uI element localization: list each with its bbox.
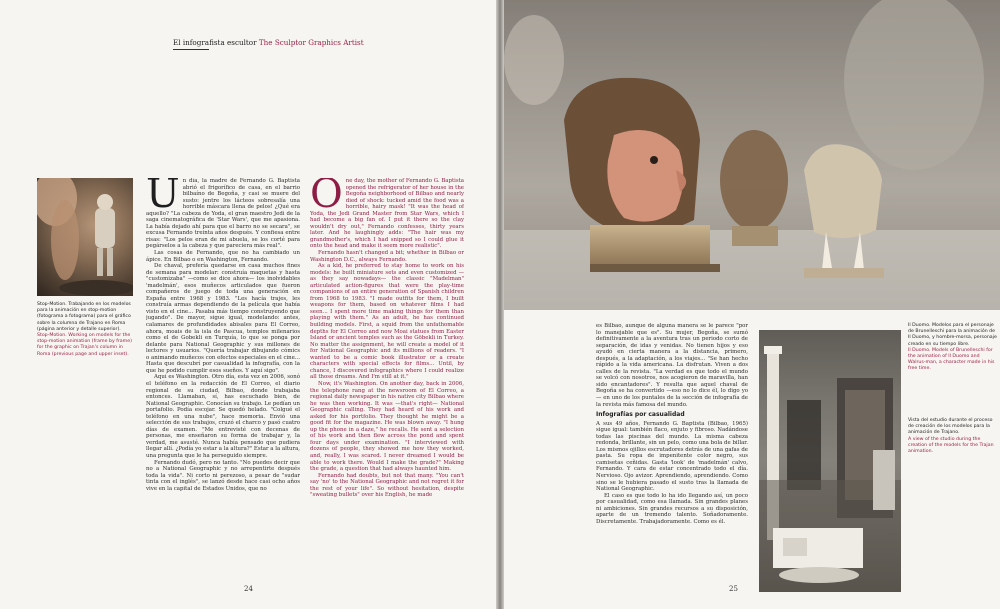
column-es-left (146, 178, 300, 578)
sculptures-photo-art (504, 0, 1000, 310)
para: Fernando dudó, pero no tanto. "No puedes decir que no a National Geographic y no arrepentirte después toda la vida". Ni corto ni perezoso, a pesar de "sudar tinta con el inglés", se lanzó desde hace casi ocho años vive en la capital de Estados Unidos, que no (146, 459, 300, 492)
page-header (173, 38, 364, 47)
para: A sus 49 años, Fernando G. Baptista (Bilbao, 1965) sigue igual: también flaco, enjuto y fibroso. Nadándose todas las piscinas del mundo. La misma cabeza redonda, brillante, sin un pelo, como una bola de billar. Los mismos ojillos escrutadores detrás de una gafas de pasta. Su ropa de impenitente color negro, sus camisetas ceñidas. Gasta 'look' de 'madelmán' calvo, Fernando. Y cara de estar concentrado todo el día. Nervioso. Ojo avizor. Aprendiendo, aprendiendo. Como sino se le hubiera pasado el susto tras la llamada de National Geographic. (596, 420, 748, 493)
column-es-right (596, 323, 748, 588)
header-en: The Sculptor Graphics Artist (258, 38, 364, 47)
studio-photo-art (759, 330, 901, 592)
stop-motion-photo (37, 178, 133, 296)
duomo-caption (908, 323, 998, 373)
right-page (504, 0, 1000, 609)
para: As a kid, he preferred to stay home to work on his models: he built miniature sets and even customized —as they say nowadays— the classic "Madelman" articulated action-figures that were the play-time companions of an entire generation of Spanish children from 1968 to 1983. "I made outfits for them, I built weapons for them, based on whatever films I had seen... I spent more time making things for them than playing with them." As an adult, he has continued building models. First, a squid from the unfathomable depths for El Correo and now Moai statues from Easter Island or ancient temples such as the Göbekli in Turkey. No matter the assignment, he will create a model of it for National Geographic and its millions of readers. "I wanted to be a comic book illustrator or a create characters with special effects for films... Until, by chance, I discovered infographics where I could realize all those dreams. And I'm still at it." (310, 263, 464, 381)
drop-cap: O (310, 178, 343, 217)
para: El caso es que todo lo ha ido llegando así, un poco por casualidad, como esa llamada. Sin grandes planes ni ambiciones. Sin grandes recursos a su disposición, aparte de un tremendo talento. Soñadoramente. Discretamente. Trabajadoramente. Como es él. (596, 492, 748, 525)
para: Las cosas de Fernando, que no ha cambiado un ápice. En Bilbao o en Washington, Fernando. (146, 250, 300, 263)
page-number-left: 24 (244, 585, 253, 593)
para: Now, it's Washington. On another day, back in 2006, the telephone rang at the newsroom of El Correo, a regional daily newspaper in his native city Bilbao where he was then working. It was —that's right— National Geographic calling. They had heard of his work and asked for his portfolio. They thought he might be a good fit for the magazine. He was blown away. "I hung up the phone in a daze," he recalls. He sent a selection of his work and then flew across the pond and spent four days under examination. "I interviewed with dozens of people, they showed me how they worked, and, really, I was scared. I never dreamed I would be able to work there. Would I make the grade?" Making the grade, a question that had always haunted him. (310, 380, 464, 473)
sculptures-photo (504, 0, 1000, 310)
studio-caption-en: A view of the studio during the creation of the models for the Trajan animation. (908, 436, 994, 455)
page-number-right: 25 (729, 585, 738, 593)
para: Aquí es Washington. Otro día, esta vez en 2006, sonó el teléfono en la redacción de El Correo, el diario regional de su ciudad, Bilbao, donde trabajaba entonces. Llamaban, sí, has escuchado bien, de National Geographic. Conocían su trabajo. Le pedían un portafolio. Podía escojar. Se quedó helado. "Colgué el teléfono en una nube", hace memoria. Envió una selección de sus trabajos, cruzó el charco y pasó cuatro días de examen. "Me entrevisté con decenas de personas, me enseñaron su forma de trabajar y, la verdad, me asusté. Nunca había pensado que pudiera llegar allí. ¿Podía yo estar a la altura?" Estar a la altura, una pregunta que le ha perseguido siempre. (146, 374, 300, 459)
studio-caption-es: Vista del estudio durante el proceso de creación de los modelos para la animación de Trajano. (908, 418, 993, 436)
section-heading: Infografías por casualidad (596, 411, 685, 419)
para: es Bilbao, aunque de alguna manera se le parece "por lo manejable que es". Su mujer, Begoña, se sumó definitivamente a la aventura tras un periodo corto de separación, de idas y venidas. No tienen hijos y eso ayudó en cierta manera a la distancia, primero, después, a la adaptación, a los viajes... "Se han hecho rápido a la vida americana. La disfrutan. Viven a dos calles de la revista. "La verdad es que todo el mundo se volcó con nosotros, nos acogieron de maravilla, han sido encantadores". Y resulta que aquel chaval de Begoña se ha convertido —eso no lo dice él, lo digo yo— en uno de los puntales de la sección de infografía de la revista más famosa del mundo. (596, 323, 748, 408)
left-caption-es: Stop-Motion. Trabajando en los modelos para la animación en stop-motion (fotograma a fotograma) para el gráfico sobre la columna de Trajano en Roma (página anterior y detalle superior). (37, 302, 131, 332)
duomo-caption-en: Il Duomo. Models of Brunelleschi for the animation of Il Duomo and Walrus-man, a character made in his free time. (908, 347, 995, 372)
spine-gutter (496, 0, 504, 609)
para-text: n día, la madre de Fernando G. Baptista abrió el frigorífico de casa, en el barrio bilbaíno de Begoña, y casi se muere del susto: jentre los lácteos sobresalía una horrible máscara llena de pelos! ¿Qué era aquello? "La cabeza de Yoda, el gran maestro Jedi de la saga cinematográfica de 'Star Wars', que me apasiona. La había dejado ahí para que el barro no se secara", se excusa Fernando treinta años después. Y confiesa entre risas: "Los pelos eran de mi abuela, se los corté para pegárselos a la cabeza y que pareciera más real". (146, 178, 300, 250)
para: De chaval, prefería quedarse en casa muchos fines de semana para modelar: construía maquetas y hasta "customizaba" —como se dice ahora— los inolvidables 'madelmán', esos muñecos articulados que fueron compañeros de juego de toda una generación en España entre 1968 y 1983. "Les hacía trajes, les construía armas dependiendo de la película que había visto en el cine... Pasaba más tiempo construyendo que jugando". De mayor, sigue igual, modelando: antes, calamares de profundidades abisales para El Correo, ahora, moais de la isla de Pascua, templos milenarios como el de Gobekli en Turquía, lo que se ponga por delante para National Geographic y sus millones de lectores y usuarios. "Quería trabajar dibujando cómics o animando muñecos con efectos especiales en el cine... Hasta que descubrí por casualidad la infografía, con la que he podido cumplir esos sueños. Y aquí sigo". (146, 263, 300, 374)
para (146, 178, 300, 250)
duomo-caption-es: Il Duomo. Modelos para el personaje de Brunelleschi para la animación de Il Duomo, y hombre-morsa, personaje creado en su tiempo libre. (908, 323, 997, 347)
left-caption (37, 302, 137, 358)
para: Fernando had doubts, but not that many. "You can't say 'no' to the National Geographic and not regret it for the rest of your life". So without hesitation, despite "sweating bullets" over his English, he made (310, 472, 464, 499)
header-es: El infografista escultor (173, 38, 257, 47)
studio-caption (908, 418, 998, 455)
left-page (0, 0, 496, 609)
drop-cap: U (146, 178, 180, 217)
para (310, 178, 464, 250)
header-rule (173, 49, 209, 50)
para-text: ne day, the mother of Fernando G. Baptista opened the refrigerator of her house in the Begoña neighborhood of Bilbao and nearly died of shock: tucked amid the food was a horrible, hairy mask! "It was the head of Yoda, the Jedi Grand Master from Star Wars, which I had become a big fan of. I put it there so the clay wouldn't dry out," Fernando confesses, thirty years later. And he laughingly adds: "The hair was my grandmother's, which I had snipped so I could glue it onto the head and make it seem more realistic". (310, 178, 464, 250)
para: Fernando hasn't changed a bit; whether in Bilbao or Washington D.C., always Fernando. (310, 250, 464, 263)
left-caption-en: Stop-Motion. Working on models for the stop-motion animation (frame by frame) for the graphic on Trajan's column in Roma (previous page and upper inset). (37, 333, 132, 357)
studio-photo (759, 330, 901, 592)
column-en-left (310, 178, 464, 578)
stop-motion-photo-art (37, 178, 133, 296)
